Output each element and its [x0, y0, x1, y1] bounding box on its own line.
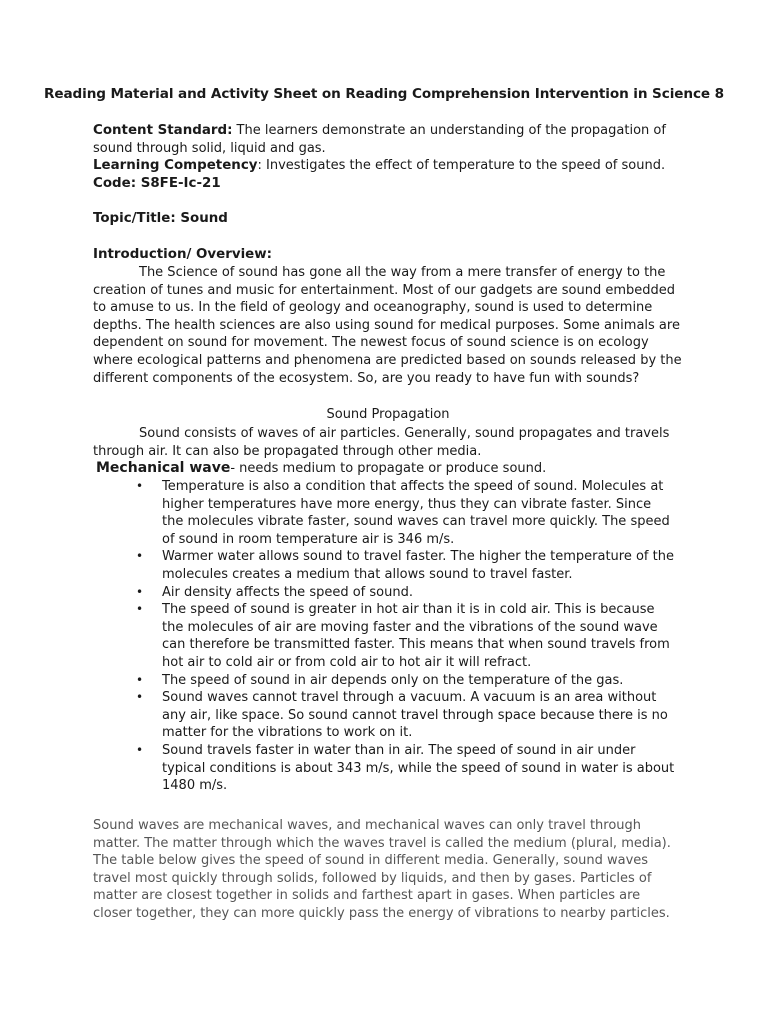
code-line: Code: S8FE-Ic-21: [93, 176, 221, 191]
bullet-icon: •: [136, 690, 144, 705]
list-item: [136, 601, 676, 671]
list-item: [136, 478, 676, 548]
intro-heading: Introduction/ Overview:: [93, 247, 272, 262]
propagation-text: Sound consists of waves of air particles. Generally, sound propagates and travels through air. It can also be propagated through other media.: [93, 426, 670, 459]
list-item-text: Temperature is also a condition that affects the speed of sound. Molecules at higher temperatures have more energy, thus they can vibrate faster. Since the molecules vibrate faster, sound waves can travel more quickly. The speed of sound in room temperature air is 346 m/s.: [162, 479, 670, 547]
bullet-icon: •: [136, 479, 144, 493]
content-standard-text: The learners demonstrate an understanding of the propagation of sound through solid, liquid and gas.: [93, 123, 666, 156]
list-item: [136, 672, 676, 690]
list-item-text: Warmer water allows sound to travel faster. The higher the temperature of the molecules creates a medium that allows sound to travel faster.: [162, 549, 674, 582]
list-item-text: Air density affects the speed of sound.: [162, 584, 413, 600]
bullet-icon: •: [136, 672, 144, 687]
propagation-paragraph: [93, 425, 683, 460]
mechanical-wave-label: Mechanical wave: [96, 460, 231, 476]
list-item: [136, 742, 676, 795]
list-item: [136, 584, 676, 602]
learning-competency-text: : Investigates the effect of temperature to the speed of sound.: [257, 158, 666, 173]
list-item-text: Sound waves cannot travel through a vacuum. A vacuum is an area without any air, like space. So sound cannot travel through space because there is no matter for the vibrations to work on it.: [162, 690, 668, 741]
content-standard-label: Content Standard:: [93, 123, 233, 138]
propagation-heading: Sound Propagation: [326, 407, 450, 422]
learning-competency: [93, 157, 683, 175]
intro-text: The Science of sound has gone all the way from a mere transfer of energy to the creation of tunes and music for entertainment. Most of our gadgets are sound embedded to amuse to us. In the field of geology and oceanography, sound is used to determine depths. The health sciences are also using sound for medical purposes. Some animals are dependent on sound for movement. The newest focus of sound science is on ecology where ecological patterns and phenomena are predicted based on sounds released by the different components of the ecosystem. So, are you ready to have fun with sounds?: [93, 265, 682, 386]
bullet-list: [136, 478, 676, 795]
document-title: Reading Material and Activity Sheet on Reading Comprehension Intervention in Science 8: [43, 86, 725, 102]
bullet-icon: •: [136, 549, 144, 564]
list-item: [136, 689, 676, 742]
bullet-icon: •: [136, 742, 144, 757]
closing-paragraph: [93, 817, 683, 923]
list-item-text: The speed of sound in air depends only on the temperature of the gas.: [162, 672, 624, 688]
content-standard: [93, 122, 683, 157]
mechanical-wave-line: [96, 460, 686, 478]
bullet-icon: •: [136, 602, 144, 617]
closing-text: Sound waves are mechanical waves, and mechanical waves can only travel through matter. The matter through which the waves travel is called the medium (plural, media). The table below gives the speed of sound in different media. Generally, sound waves travel most quickly through solids, followed by liquids, and then by gases. Particles of matter are closest together in solids and farthest apart in gases. When particles are closer together, they can more quickly pass the energy of vibrations to nearby particles.: [93, 818, 671, 921]
list-item-text: Sound travels faster in water than in air. The speed of sound in air under typical conditions is about 343 m/s, while the speed of sound in water is about 1480 m/s.: [162, 742, 675, 794]
learning-competency-label: Learning Competency: [93, 158, 258, 173]
list-item: [136, 548, 676, 583]
bullet-icon: •: [136, 584, 144, 599]
topic-title: Topic/Title: Sound: [93, 211, 228, 226]
intro-paragraph: [93, 264, 683, 387]
list-item-text: The speed of sound is greater in hot air than it is in cold air. This is because the molecules of air are moving faster and the vibrations of the sound wave can therefore be transmitted faster. This means that when sound travels from hot air to cold air or from cold air to hot air it will refract.: [162, 602, 670, 670]
mechanical-wave-text: - needs medium to propagate or produce sound.: [230, 461, 547, 476]
